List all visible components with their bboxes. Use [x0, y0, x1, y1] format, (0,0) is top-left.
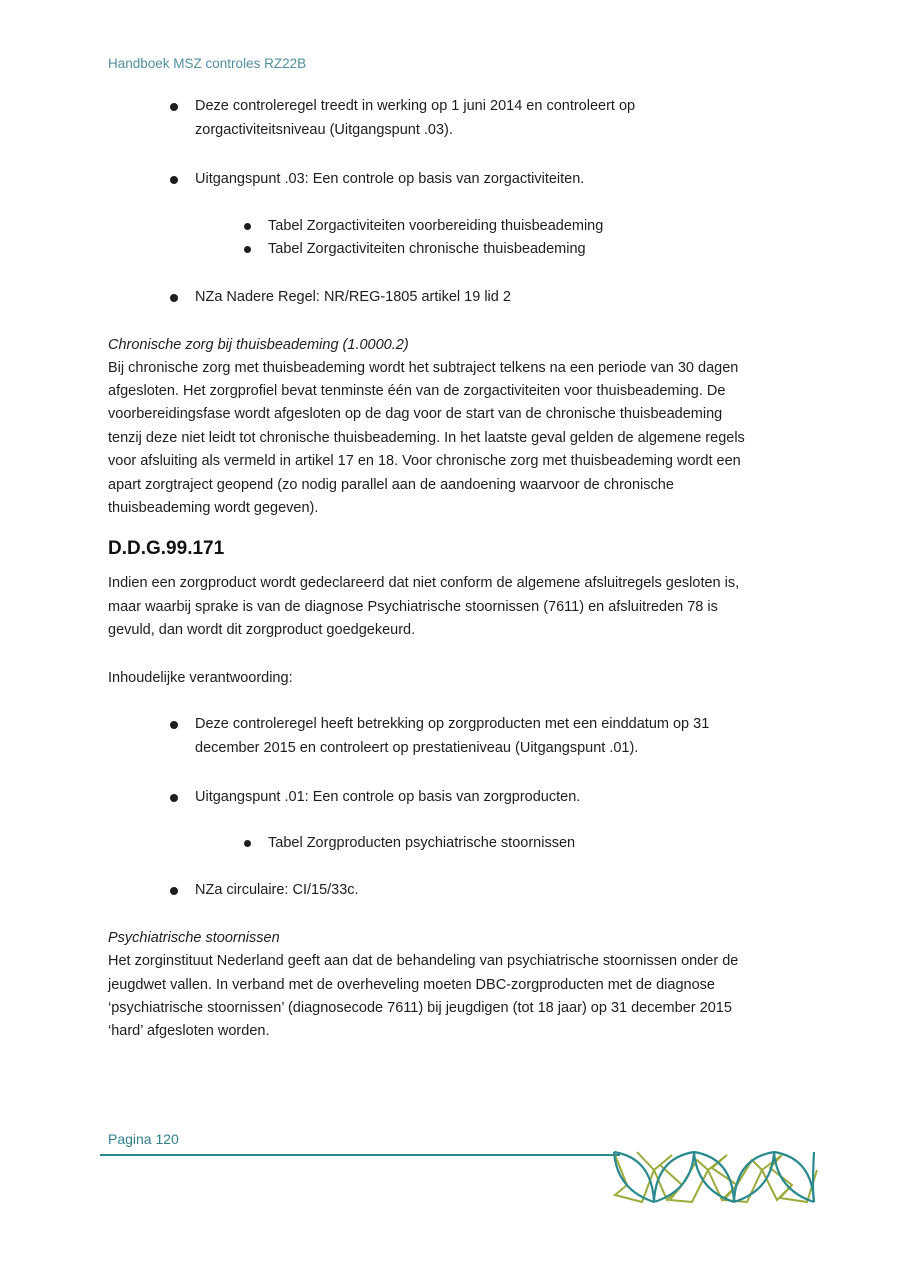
paragraph-line: maar waarbij sprake is van de diagnose Psychiatrische stoornissen (7611) en afsluitreden 78 is — [108, 599, 718, 615]
paragraph-line: jeugdwet vallen. In verband met de overheveling moeten DBC-zorgproducten met de diagnose — [108, 977, 715, 993]
sub-bullet-text: Tabel Zorgactiviteiten voorbereiding thuisbeademing — [268, 218, 604, 234]
paragraph-line: Bij chronische zorg met thuisbeademing wordt het subtraject telkens na een periode van 30 dagen — [108, 360, 739, 376]
paragraph-line: Indien een zorgproduct wordt gedeclareerd dat niet conform de algemene afsluitregels gesloten is, — [108, 575, 740, 591]
bullet-text: Uitgangspunt .03: Een controle op basis van zorgactiviteiten. — [195, 171, 585, 187]
sub-bullet-text: Tabel Zorgproducten psychiatrische stoornissen — [268, 835, 576, 851]
paragraph-line: afgesloten. Het zorgprofiel bevat tenminste één van de zorgactiviteiten voor thuisbeademing. De — [108, 383, 726, 399]
sub-bullet-icon — [244, 246, 251, 253]
section-label: Inhoudelijke verantwoording: — [108, 670, 293, 686]
bullet-text: Uitgangspunt .01: Een controle op basis van zorgproducten. — [195, 789, 581, 805]
paragraph-line: gevuld, dan wordt dit zorgproduct goedgekeurd. — [108, 622, 416, 638]
bullet-text: NZa Nadere Regel: NR/REG-1805 artikel 19 lid 2 — [195, 289, 511, 305]
paragraph-line: ‘hard’ afgesloten worden. — [108, 1023, 270, 1039]
decorative-ornament-icon — [612, 1150, 822, 1205]
bullet-icon — [170, 794, 178, 802]
running-header: Handboek MSZ controles RZ22B — [108, 56, 307, 71]
paragraph-line: voorbereidingsfase wordt afgesloten op de dag voor de start van de chronische thuisbeademing — [108, 406, 723, 422]
bullet-text: Deze controleregel treedt in werking op 1 juni 2014 en controleert op — [195, 98, 636, 114]
bullet-icon — [170, 294, 178, 302]
sub-bullet-text: Tabel Zorgactiviteiten chronische thuisbeademing — [268, 241, 586, 257]
sub-bullet-icon — [244, 840, 251, 847]
bullet-icon — [170, 721, 178, 729]
section-heading: D.D.G.99.171 — [108, 538, 225, 559]
bullet-text: NZa circulaire: CI/15/33c. — [195, 882, 359, 898]
paragraph-line: Het zorginstituut Nederland geeft aan dat de behandeling van psychiatrische stoornissen onder de — [108, 953, 739, 969]
bullet-icon — [170, 103, 178, 111]
bullet-icon — [170, 887, 178, 895]
paragraph-line: thuisbeademing wordt gegeven). — [108, 500, 319, 516]
sub-bullet-icon — [244, 223, 251, 230]
bullet-text: zorgactiviteitsniveau (Uitgangspunt .03). — [195, 122, 453, 138]
page-number: Pagina 120 — [108, 1131, 179, 1147]
paragraph-line: apart zorgtraject geopend (zo nodig parallel aan de aandoening waarvoor de chronische — [108, 477, 674, 493]
bullet-text: Deze controleregel heeft betrekking op zorgproducten met een einddatum op 31 — [195, 716, 710, 732]
italic-subheading: Chronische zorg bij thuisbeademing (1.0000.2) — [108, 337, 409, 353]
bullet-icon — [170, 176, 178, 184]
paragraph-line: tenzij deze niet leidt tot chronische thuisbeademing. In het laatste geval gelden de algemene regels — [108, 430, 745, 446]
paragraph-line: voor afsluiting als vermeld in artikel 17 en 18. Voor chronische zorg met thuisbeademing wordt een — [108, 453, 741, 469]
italic-subheading: Psychiatrische stoornissen — [108, 930, 280, 946]
footer-divider — [100, 1154, 620, 1156]
paragraph-line: ‘psychiatrische stoornissen’ (diagnosecode 7611) bij jeugdigen (tot 18 jaar) op 31 december 2015 — [108, 1000, 732, 1016]
bullet-text: december 2015 en controleert op prestatieniveau (Uitgangspunt .01). — [195, 740, 639, 756]
